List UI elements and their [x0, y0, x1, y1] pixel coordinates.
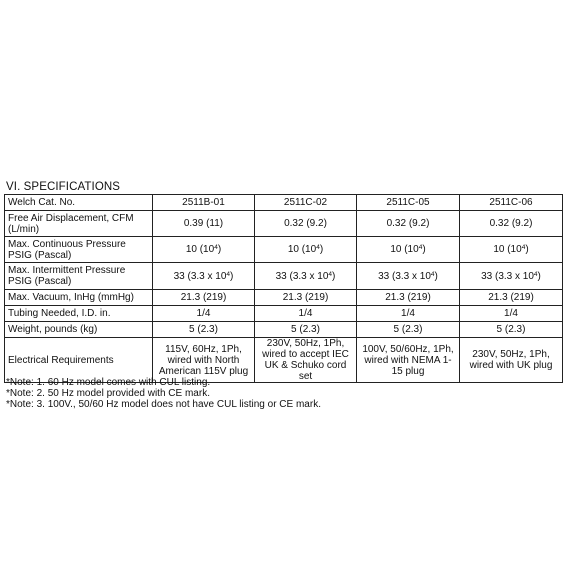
table-row	[5, 290, 563, 306]
row-label: Max. Vacuum, InHg (mmHg)	[5, 290, 153, 306]
table-cell: 0.32 (9.2)	[255, 211, 357, 237]
table-cell: 10 $(10^4)$	[357, 237, 460, 263]
table-cell: 1/4	[255, 306, 357, 322]
table-cell: 2511C-06	[460, 195, 563, 211]
table-cell: 21.3 (219)	[460, 290, 563, 306]
table-cell: 21.3 (219)	[153, 290, 255, 306]
table-row	[5, 195, 563, 211]
table-cell: 21.3 (219)	[255, 290, 357, 306]
table-cell: 33 (3.3 x $10^4$)	[460, 263, 563, 290]
table-cell: 21.3 (219)	[357, 290, 460, 306]
specifications-table	[4, 194, 563, 383]
table-row	[5, 338, 563, 383]
table-row	[5, 211, 563, 237]
row-label: Max. Intermittent Pressure PSIG (Pascal)	[5, 263, 153, 290]
row-label: Welch Cat. No.	[5, 195, 153, 211]
table-cell: 1/4	[460, 306, 563, 322]
table-cell: 10 $(10^4)$	[153, 237, 255, 263]
table-row	[5, 306, 563, 322]
table-cell: 5 (2.3)	[255, 322, 357, 338]
table-cell: 115V, 60Hz, 1Ph, wired with North American 115V plug	[153, 338, 255, 383]
table-row	[5, 237, 563, 263]
row-label: Weight, pounds (kg)	[5, 322, 153, 338]
table-cell: 1/4	[357, 306, 460, 322]
table-row	[5, 263, 563, 290]
section-title: VI. SPECIFICATIONS	[6, 181, 121, 193]
table-cell: 33 (3.3 x $10^4$)	[357, 263, 460, 290]
row-label: Tubing Needed, I.D. in.	[5, 306, 153, 322]
row-label: Free Air Displacement, CFM (L/min)	[5, 211, 153, 237]
table-cell: 33 (3.3 x $10^4$)	[255, 263, 357, 290]
table-cell: 5 (2.3)	[460, 322, 563, 338]
table-cell: 0.32 (9.2)	[460, 211, 563, 237]
table-row	[5, 322, 563, 338]
table-cell: 2511B-01	[153, 195, 255, 211]
table-cell: 10 $(10^4)$	[460, 237, 563, 263]
note-item: *Note: 3. 100V., 50/60 Hz model does not have CUL listing or CE mark.	[6, 399, 321, 410]
table-cell: 5 (2.3)	[153, 322, 255, 338]
table-cell: 10 $(10^4)$	[255, 237, 357, 263]
table-cell: 100V, 50/60Hz, 1Ph, wired with NEMA 1-15 plug	[357, 338, 460, 383]
row-label: Electrical Requirements	[5, 338, 153, 383]
row-label: Max. Continuous Pressure PSIG (Pascal)	[5, 237, 153, 263]
table-cell: 1/4	[153, 306, 255, 322]
table-cell: 2511C-05	[357, 195, 460, 211]
table-cell: 0.39 (11)	[153, 211, 255, 237]
notes	[6, 377, 321, 410]
table-cell: 0.32 (9.2)	[357, 211, 460, 237]
table-cell: 33 (3.3 x $10^4$)	[153, 263, 255, 290]
note-item: *Note: 2. 50 Hz model provided with CE mark.	[6, 388, 210, 399]
note-item: *Note: 1. 60 Hz model comes with CUL listing.	[6, 377, 211, 388]
table-cell: 230V, 50Hz, 1Ph, wired to accept IEC UK & Schuko cord set	[255, 338, 357, 383]
table-cell: 5 (2.3)	[357, 322, 460, 338]
table-cell: 2511C-02	[255, 195, 357, 211]
table-cell: 230V, 50Hz, 1Ph, wired with UK plug	[460, 338, 563, 383]
